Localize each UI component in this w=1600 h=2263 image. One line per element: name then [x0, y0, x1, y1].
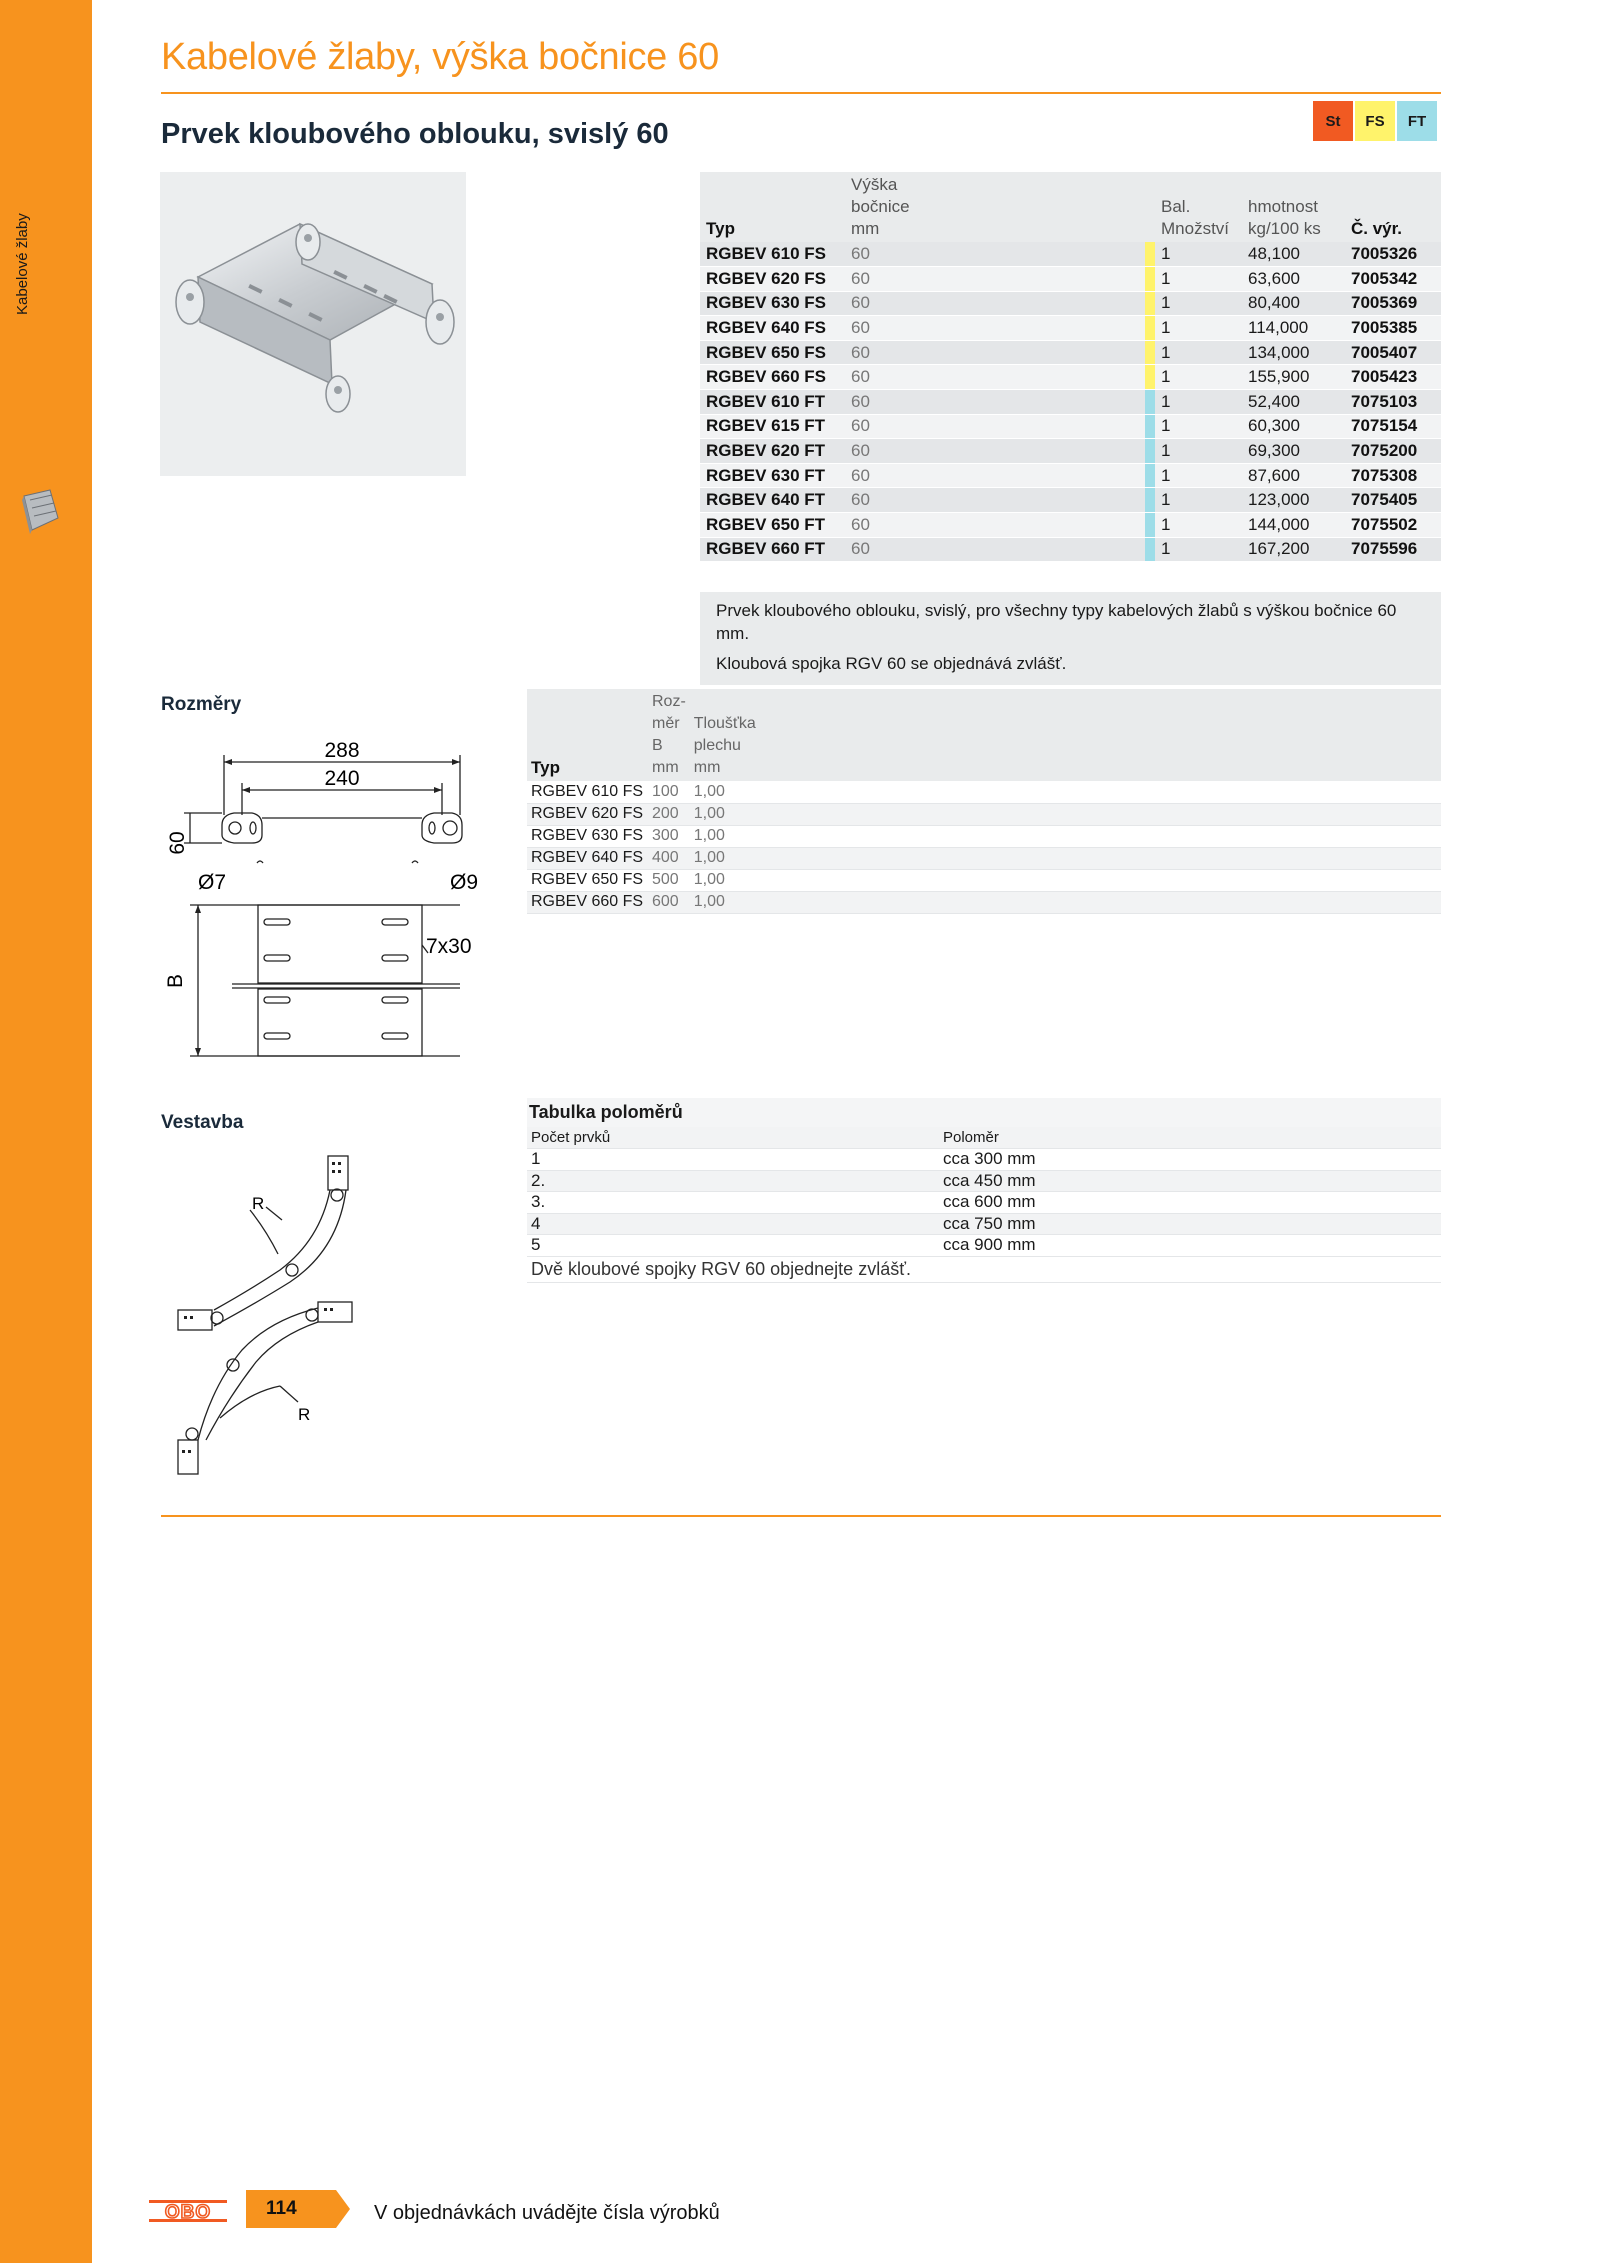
cell-weight: 87,600: [1242, 463, 1345, 488]
rcol-radius: Poloměr: [939, 1127, 1441, 1149]
dcell-type: RGBEV 660 FS: [527, 891, 648, 913]
dcell-thickness: 1,00: [690, 847, 1441, 869]
cell-spacer: [921, 316, 1145, 341]
product-row: [700, 390, 1441, 415]
cell-weight: 123,000: [1242, 488, 1345, 513]
dim-hole-7: Ø7: [198, 871, 227, 894]
rcell-radius: cca 450 mm: [939, 1170, 1441, 1192]
cell-type: RGBEV 640 FT: [700, 488, 845, 513]
cell-finish-bar: [1145, 463, 1155, 488]
cell-pack: 1: [1155, 537, 1242, 562]
radius-label-upper: R: [252, 1194, 265, 1213]
cell-order-no: 7075103: [1345, 390, 1441, 415]
col-weight-line2: kg/100 ks: [1248, 219, 1321, 238]
dcol-type: Typ: [527, 689, 648, 781]
cell-weight: 114,000: [1242, 316, 1345, 341]
dcell-type: RGBEV 640 FS: [527, 847, 648, 869]
radius-row: [527, 1213, 1441, 1235]
dcell-thickness: 1,00: [690, 825, 1441, 847]
cell-type: RGBEV 630 FS: [700, 291, 845, 316]
dimension-row: [527, 869, 1441, 891]
rcell-count: 4: [527, 1213, 939, 1235]
cell-height: 60: [845, 414, 921, 439]
radius-note: Dvě kloubové spojky RGV 60 objednejte zvlášť.: [527, 1256, 1441, 1282]
product-row: [700, 242, 1441, 267]
cell-order-no: 7075308: [1345, 463, 1441, 488]
col-height-line1: Výška: [851, 175, 898, 194]
product-table: [700, 172, 1441, 562]
dcol-thickness: [690, 689, 1441, 781]
installation-drawing: [170, 1150, 370, 1485]
dcol-b-line1: Roz-: [652, 693, 686, 710]
dim-hole-9: Ø9: [450, 871, 479, 894]
product-table-body: [700, 242, 1441, 562]
radius-row: [527, 1170, 1441, 1192]
product-photo: [160, 172, 466, 476]
rcell-radius: cca 900 mm: [939, 1235, 1441, 1257]
installation-label: Vestavba: [161, 1112, 244, 1133]
cell-finish-bar: [1145, 439, 1155, 464]
cell-spacer: [921, 414, 1145, 439]
product-row: [700, 267, 1441, 292]
section-divider: [161, 1515, 1441, 1517]
badge-ft: FT: [1397, 101, 1437, 141]
cell-type: RGBEV 620 FS: [700, 267, 845, 292]
cell-type: RGBEV 610 FS: [700, 242, 845, 267]
cell-weight: 167,200: [1242, 537, 1345, 562]
dcol-b-unit: mm: [652, 759, 679, 776]
col-type: Typ: [700, 172, 845, 242]
radius-rows: [527, 1149, 1441, 1257]
cell-pack: 1: [1155, 390, 1242, 415]
cell-spacer: [921, 267, 1145, 292]
dcell-b: 100: [648, 781, 690, 803]
product-row: [700, 340, 1441, 365]
rcell-count: 5: [527, 1235, 939, 1257]
product-description: [700, 592, 1441, 685]
cell-spacer: [921, 291, 1145, 316]
cell-type: RGBEV 660 FT: [700, 537, 845, 562]
dim-288: 288: [324, 739, 360, 762]
cell-finish-bar: [1145, 537, 1155, 562]
cell-pack: 1: [1155, 488, 1242, 513]
cell-type: RGBEV 610 FT: [700, 390, 845, 415]
cell-height: 60: [845, 340, 921, 365]
dimension-drawing: [160, 735, 500, 1065]
dim-240: 240: [324, 767, 360, 790]
rcell-count: 3.: [527, 1192, 939, 1214]
radius-table: [527, 1098, 1441, 1283]
col-height: [845, 172, 921, 242]
cell-type: RGBEV 660 FS: [700, 365, 845, 390]
cell-pack: 1: [1155, 365, 1242, 390]
radius-row: [527, 1149, 1441, 1171]
product-row: [700, 439, 1441, 464]
cell-pack: 1: [1155, 267, 1242, 292]
col-pack-line1: Bal.: [1161, 197, 1191, 216]
product-subtitle: Prvek kloubového oblouku, svislý 60: [161, 118, 669, 150]
cell-weight: 60,300: [1242, 414, 1345, 439]
cell-finish-bar: [1145, 316, 1155, 341]
dcell-b: 400: [648, 847, 690, 869]
product-row: [700, 291, 1441, 316]
col-pack: [1155, 172, 1242, 242]
dimension-row: [527, 825, 1441, 847]
dim-60: 60: [166, 831, 189, 855]
cell-height: 60: [845, 242, 921, 267]
cell-spacer: [921, 365, 1145, 390]
cell-weight: 155,900: [1242, 365, 1345, 390]
obo-logo: [148, 2196, 228, 2226]
dcell-b: 200: [648, 803, 690, 825]
cell-weight: 63,600: [1242, 267, 1345, 292]
cell-height: 60: [845, 463, 921, 488]
cell-weight: 52,400: [1242, 390, 1345, 415]
badge-fs: FS: [1355, 101, 1395, 141]
radius-row: [527, 1192, 1441, 1214]
dcell-type: RGBEV 650 FS: [527, 869, 648, 891]
cell-height: 60: [845, 291, 921, 316]
cell-order-no: 7005407: [1345, 340, 1441, 365]
dimension-table: [527, 689, 1441, 914]
cell-type: RGBEV 650 FT: [700, 513, 845, 538]
product-row: [700, 463, 1441, 488]
cell-order-no: 7005423: [1345, 365, 1441, 390]
obo-logo-text: OBO: [164, 2202, 212, 2223]
col-height-line2: bočnice: [851, 197, 910, 216]
cell-type: RGBEV 640 FS: [700, 316, 845, 341]
dimensions-label: Rozměry: [161, 694, 242, 715]
cell-type: RGBEV 630 FT: [700, 463, 845, 488]
cell-spacer: [921, 513, 1145, 538]
cell-finish-bar: [1145, 390, 1155, 415]
cell-order-no: 7005385: [1345, 316, 1441, 341]
cell-finish-bar: [1145, 365, 1155, 390]
cell-type: RGBEV 615 FT: [700, 414, 845, 439]
cell-spacer: [921, 390, 1145, 415]
radius-row: [527, 1235, 1441, 1257]
cell-spacer: [921, 463, 1145, 488]
col-height-line3: mm: [851, 219, 880, 238]
dcell-b: 600: [648, 891, 690, 913]
cell-weight: 144,000: [1242, 513, 1345, 538]
radius-label-lower: R: [298, 1405, 311, 1424]
cell-weight: 134,000: [1242, 340, 1345, 365]
dcol-thickness-line1: Tloušťka: [693, 715, 756, 732]
dcell-type: RGBEV 620 FS: [527, 803, 648, 825]
dimension-row: [527, 781, 1441, 803]
dcol-thickness-line2: plechu: [693, 737, 741, 754]
col-weight-line1: hmotnost: [1248, 197, 1318, 216]
dcell-thickness: 1,00: [690, 891, 1441, 913]
rcell-count: 2.: [527, 1170, 939, 1192]
page-title: Kabelové žlaby, výška bočnice 60: [161, 36, 719, 78]
dcell-thickness: 1,00: [690, 869, 1441, 891]
finish-badges: [1313, 101, 1437, 141]
page-number: 114: [266, 2198, 297, 2219]
cell-pack: 1: [1155, 513, 1242, 538]
cell-finish-bar: [1145, 414, 1155, 439]
cell-height: 60: [845, 488, 921, 513]
cell-type: RGBEV 620 FT: [700, 439, 845, 464]
radius-table-title: Tabulka poloměrů: [527, 1098, 1441, 1127]
cell-finish-bar: [1145, 340, 1155, 365]
dcell-type: RGBEV 610 FS: [527, 781, 648, 803]
col-order-no: Č. výr.: [1345, 172, 1441, 242]
title-divider: [161, 92, 1441, 94]
cell-pack: 1: [1155, 414, 1242, 439]
rcol-count: Počet prvků: [527, 1127, 939, 1149]
cell-pack: 1: [1155, 463, 1242, 488]
rcell-radius: cca 300 mm: [939, 1149, 1441, 1171]
footer-note: V objednávkách uvádějte čísla výrobků: [374, 2202, 720, 2224]
cell-order-no: 7075154: [1345, 414, 1441, 439]
cell-height: 60: [845, 537, 921, 562]
dcell-thickness: 1,00: [690, 803, 1441, 825]
product-row: [700, 365, 1441, 390]
description-line-1: Prvek kloubového oblouku, svislý, pro všechny typy kabelových žlabů s výškou bočnice 60 mm.: [716, 601, 1397, 643]
cell-weight: 69,300: [1242, 439, 1345, 464]
cell-order-no: 7005326: [1345, 242, 1441, 267]
col-weight: [1242, 172, 1345, 242]
dimension-row: [527, 891, 1441, 913]
cell-height: 60: [845, 267, 921, 292]
dcol-thickness-unit: mm: [693, 759, 721, 776]
cell-spacer: [921, 537, 1145, 562]
cable-tray-icon: [20, 488, 60, 538]
sidebar: [0, 0, 92, 2263]
cell-height: 60: [845, 390, 921, 415]
cell-finish-bar: [1145, 267, 1155, 292]
description-line-2: Kloubová spojka RGV 60 se objednává zvlášť.: [716, 654, 1067, 673]
cell-height: 60: [845, 513, 921, 538]
col-spacer: [921, 172, 1145, 242]
cell-order-no: 7005369: [1345, 291, 1441, 316]
cell-finish-bar: [1145, 291, 1155, 316]
cell-order-no: 7005342: [1345, 267, 1441, 292]
bend-element-image: [160, 172, 466, 476]
dcol-b-line3: B: [652, 737, 663, 754]
dimension-row: [527, 847, 1441, 869]
badge-st: St: [1313, 101, 1353, 141]
product-row: [700, 488, 1441, 513]
cell-spacer: [921, 439, 1145, 464]
dimension-table-body: [527, 781, 1441, 913]
col-pack-line2: Množství: [1161, 219, 1230, 238]
cell-pack: 1: [1155, 242, 1242, 267]
cell-height: 60: [845, 316, 921, 341]
product-row: [700, 414, 1441, 439]
cell-pack: 1: [1155, 316, 1242, 341]
cell-pack: 1: [1155, 340, 1242, 365]
dimension-row: [527, 803, 1441, 825]
dcol-b: [648, 689, 690, 781]
product-row: [700, 513, 1441, 538]
page-number-tab: [246, 2190, 350, 2228]
cell-pack: 1: [1155, 439, 1242, 464]
col-finish-bar: [1145, 172, 1155, 242]
cell-pack: 1: [1155, 291, 1242, 316]
product-row: [700, 537, 1441, 562]
cell-order-no: 7075405: [1345, 488, 1441, 513]
rcell-count: 1: [527, 1149, 939, 1171]
dcell-type: RGBEV 630 FS: [527, 825, 648, 847]
product-row: [700, 316, 1441, 341]
dcell-b: 300: [648, 825, 690, 847]
cell-finish-bar: [1145, 242, 1155, 267]
cell-order-no: 7075502: [1345, 513, 1441, 538]
cell-height: 60: [845, 439, 921, 464]
cell-type: RGBEV 650 FS: [700, 340, 845, 365]
dcell-b: 500: [648, 869, 690, 891]
rcell-radius: cca 600 mm: [939, 1192, 1441, 1214]
cell-finish-bar: [1145, 488, 1155, 513]
rcell-radius: cca 750 mm: [939, 1213, 1441, 1235]
cell-spacer: [921, 488, 1145, 513]
cell-weight: 80,400: [1242, 291, 1345, 316]
cell-finish-bar: [1145, 513, 1155, 538]
cell-order-no: 7075200: [1345, 439, 1441, 464]
cell-spacer: [921, 242, 1145, 267]
cell-height: 60: [845, 365, 921, 390]
cell-order-no: 7075596: [1345, 537, 1441, 562]
dcell-thickness: 1,00: [690, 781, 1441, 803]
dim-slot: 7x30: [426, 935, 472, 958]
cell-weight: 48,100: [1242, 242, 1345, 267]
dcol-b-line2: měr: [652, 715, 680, 732]
radius-table-body: [527, 1127, 1441, 1149]
dim-b: B: [164, 973, 187, 989]
cell-spacer: [921, 340, 1145, 365]
sidebar-label: Kabelové žlaby: [14, 213, 31, 315]
